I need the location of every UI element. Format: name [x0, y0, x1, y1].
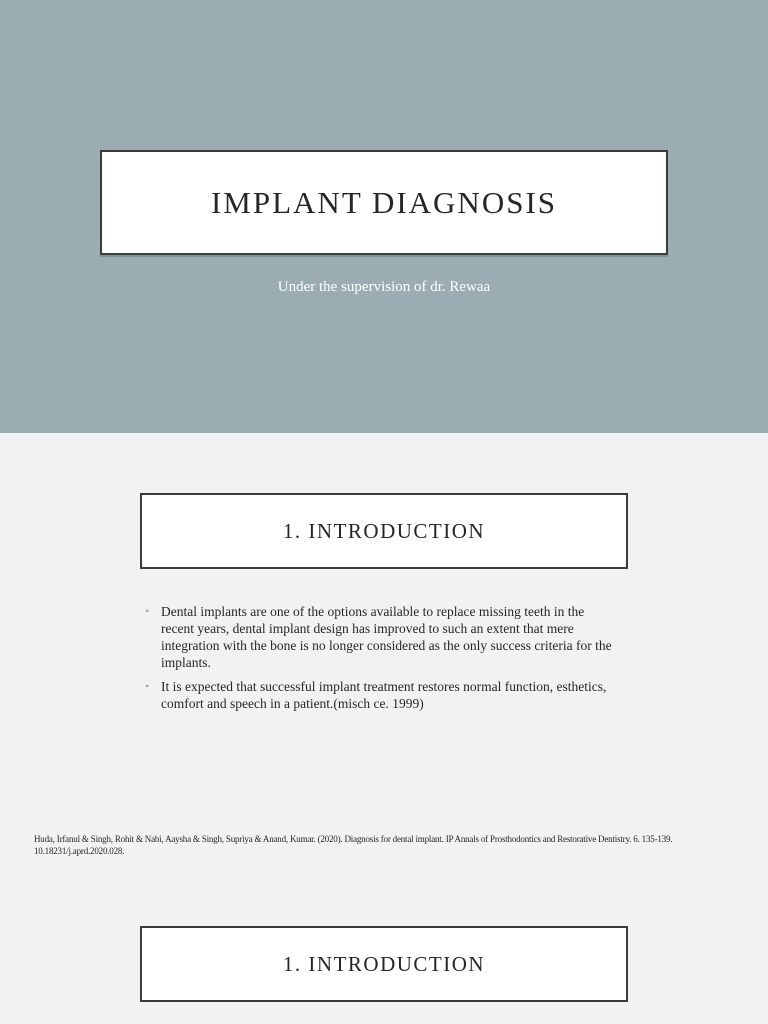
heading-box: [140, 926, 628, 1002]
bullet-dot-icon: •: [145, 604, 150, 618]
bullet-text: Dental implants are one of the options available to replace missing teeth in the recent years, dental implant design has improved to such an extent that mere integration with the bone is no longer considered as the only success criteria for the implants.: [161, 604, 612, 670]
slide-heading: 1. INTRODUCTION: [282, 951, 486, 976]
bullet-item: [145, 603, 620, 671]
bullet-text: It is expected that successful implant treatment restores normal function, esthetics, comfort and speech in a patient.(misch ce. 1999): [161, 679, 607, 711]
slide-title: IMPLANT DIAGNOSIS: [210, 184, 558, 220]
slide-heading: 1. INTRODUCTION: [282, 518, 486, 543]
bullet-dot-icon: •: [145, 679, 150, 693]
bullet-item: [145, 678, 620, 712]
slide-subtitle: Under the supervision of dr. Rewaa: [277, 279, 491, 295]
title-box: [100, 150, 668, 255]
bullet-list: [145, 603, 620, 719]
citation: Huda, Irfanul & Singh, Rohit & Nabi, Aaysha & Singh, Supriya & Anand, Kumar. (2020). Diagnosis for dental implant. IP Annals of Prosthodontics and Restorative Dentistry. 6. 135-139. 10.18231/j.aprd.2020.028.: [34, 834, 673, 856]
title-slide: [0, 0, 768, 433]
introduction-slide: [0, 433, 768, 866]
introduction-slide-2: [0, 866, 768, 1024]
heading-box: [140, 493, 628, 569]
